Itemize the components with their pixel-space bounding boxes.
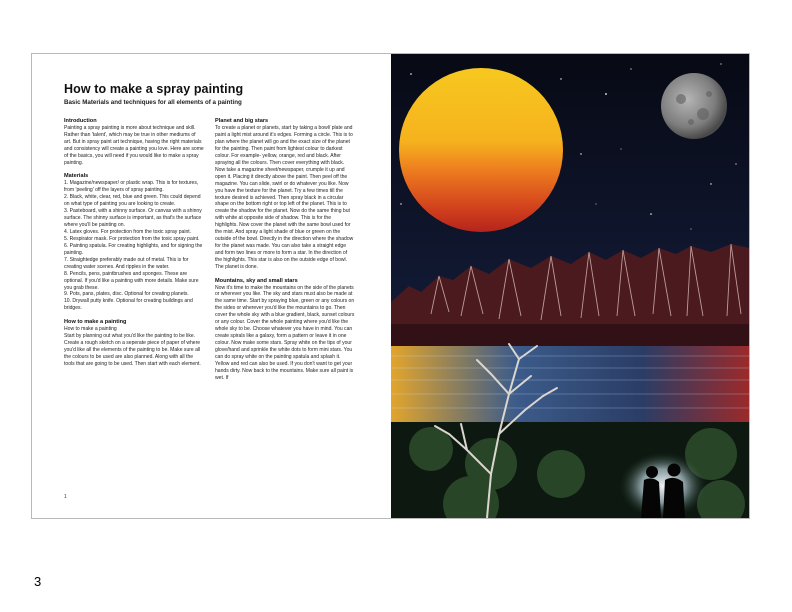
materials-item: 9. Pots, pans, plates, disc. Optional for creating planets. xyxy=(64,291,189,298)
materials-item: 8. Pencils, pens, paintbrushes and sponges. These are optional. If you'd like a painting with more details. Make sure you grab these. xyxy=(64,270,199,291)
text-column-left xyxy=(64,118,204,368)
materials-item: 4. Latex gloves. For protection from the toxic spray paint. xyxy=(64,228,192,235)
materials-item: 10. Drywall putty knife. Optional for creating buildings and bridges. xyxy=(64,298,193,312)
materials-item: 1. Magazine/newspaper/ or plastic wrap. This is for textures, from 'peeling' off the layers of spray painting. xyxy=(64,180,199,194)
materials-item: 5. Respirator mask. For protection from the toxic spray paint. xyxy=(64,235,200,242)
section-heading-mountains: Mountains, sky and small stars xyxy=(215,277,298,284)
page-number: 1 xyxy=(64,494,67,500)
materials-item: 3. Pasteboard, with a shinny surface. Or canvas with a shinny surface. The shinny surface is important, as that's the surface where you'll be painting on. xyxy=(64,208,202,228)
section-heading-materials: Materials xyxy=(64,173,89,180)
materials-item: 2. Black, white, clear, red, blue and green. This could depend on what type of painting you are looking to create. xyxy=(64,194,201,208)
spray-painting-illustration xyxy=(391,54,749,518)
section-body-how-to: How to make a painting Start by planning out what you'd like the painting to be like. Create a rough sketch on a seperate piece of paper of where you'd like all the elements of the painting to be. Make sure all the colours to be used are also planned. Along with all the tools that are going to be used. Then start with each element. xyxy=(64,325,201,367)
section-body-mountains: Now it's time to make the mountains on the side of the planets or wherever you like. The sky and stars must also be made at the same time. Start by spraying blue, green or any colours on the sides or wherever you'd like the mountains to go. Then cover the whole sky with a blue gradient, black, sunset colours or any colour. Cover the whole painting where you'd like the whole sky to be. Choose whatever you have in mind. You can create spirals like a galaxy, form a pattern or leave it in one colour. Now make some stars. Spray white on the tips of your glove/hand and sprinkle the white dots to form mini stars. You can do spray white on the painting spatula and splash it. Yellow and red can also be used. If you don't want to get your hands dirty. Now back to the mountains. Make sure all paint is wet. If xyxy=(215,284,355,381)
materials-item: 7. Straightedge preferably made out of metal. This is for creating water scenes. And ripples in the water. xyxy=(64,256,189,270)
painting-image xyxy=(391,54,749,518)
section-body-planet: To create a planet or planets, start by taking a bowl/ plate and paint a light mist around it's edges. Forming a circle. This is to plan where the planet will go and the exact size of the planet for the painting. Then paint from lightest colour to darkest colour. For example- yellow, orange, red and black. After spraying all the colours. Then cover everything with black. Now take a magazine sheet/newspaper, crumple it up and open it. Placing it directly above the paint. Then peel off the magazine. You can slide, swirl or do whatever you like. Now you have the texture for the planet. Try a few times till the texture desired is achieved. Then spray black in a circular shape on the bottom right or top left of the planet. This is to create the shadow for the planet. Now do the same thing but with white at opposite side of shadow. This is for the highlights. Now cover the planet with the same bowl used for the mist. And spray a light shade of blue or green on the outside of the bowl. Directly in the direction where the shadow for the planet was made. You can also take a straight edge and form two lines or more to form a star. In the direction of the highlights. This star is also on the outside edge of bowl. The planet is done. xyxy=(215,125,354,271)
text-page xyxy=(32,54,392,518)
article-subtitle: Basic Materials and techniques for all elements of a painting xyxy=(64,99,242,106)
section-heading-how-to: How to make a painting xyxy=(64,318,127,325)
book-spread xyxy=(31,53,750,519)
materials-item: 6. Painting spatula. For creating highlights, and for signing the painting. xyxy=(64,242,203,256)
text-column-right xyxy=(215,118,355,382)
section-heading-introduction: Introduction xyxy=(64,118,97,124)
footer-page-number: 3 xyxy=(34,574,42,589)
section-body-introduction: Painting a spray painting is more about technique and skill. Rather than 'talent', which may be true in other mediums of art. But in spray paint art technique, having the right materials and consistency will create a painting you love. Here are some of the basics, you will need if you would like to make a spray painting. xyxy=(64,125,204,166)
moon xyxy=(661,73,727,139)
section-heading-planet: Planet and big stars xyxy=(215,118,269,124)
planet xyxy=(399,68,563,232)
glow xyxy=(619,452,707,518)
lake xyxy=(391,346,749,422)
article-title: How to make a spray painting xyxy=(64,82,244,96)
